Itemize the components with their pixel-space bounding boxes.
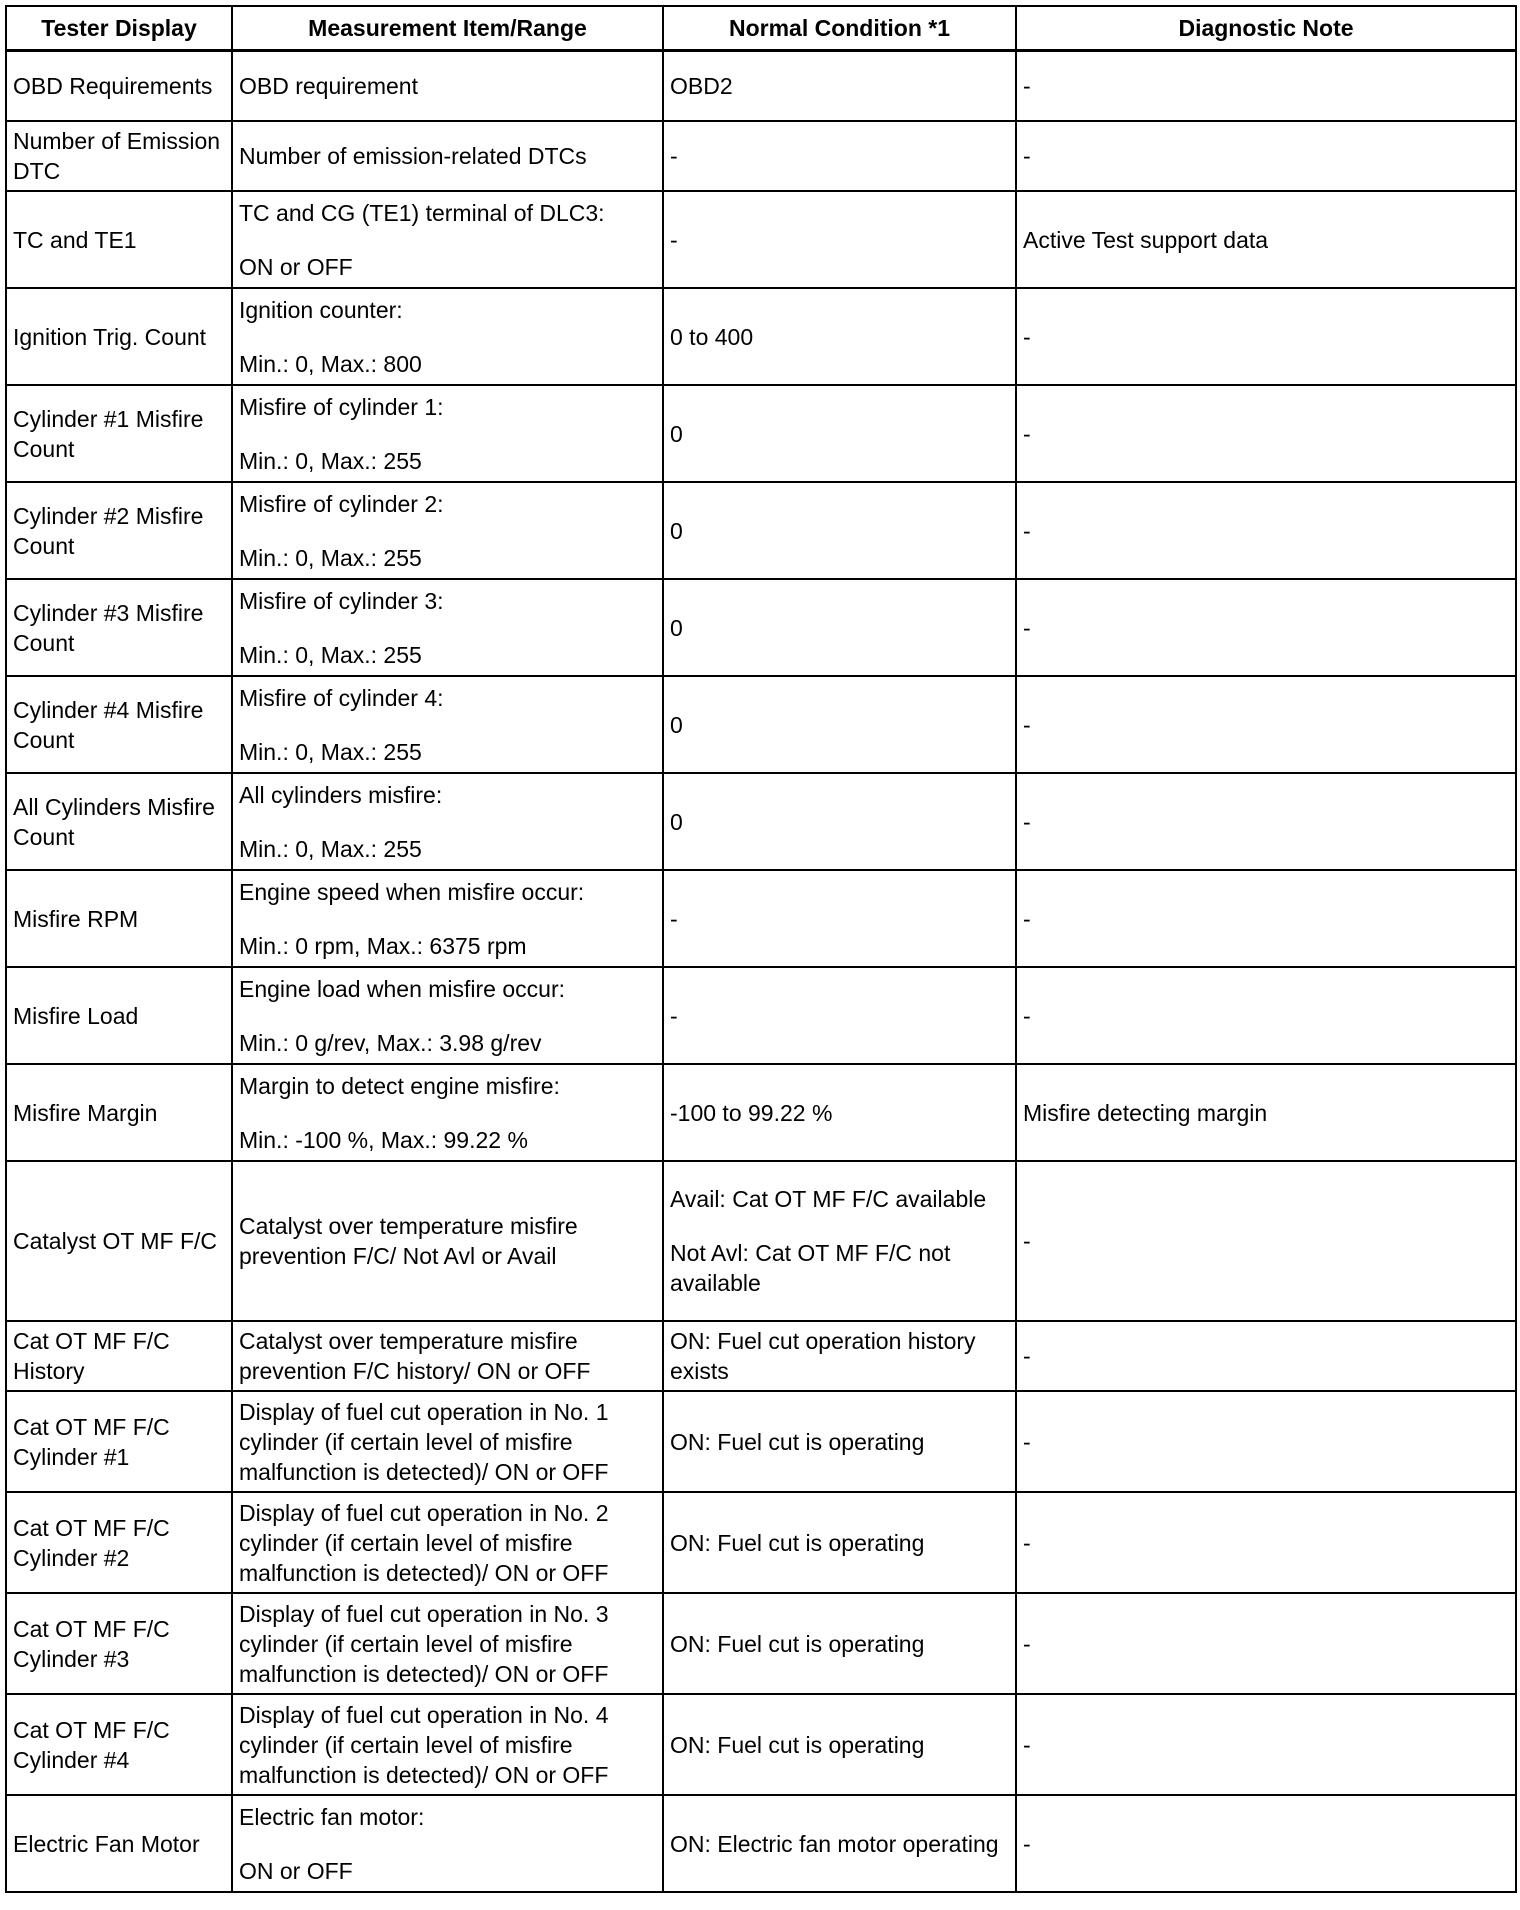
normal-condition-cell [663,51,1016,122]
normal-condition-cell [663,1321,1016,1391]
measurement-range-text: ON or OFF [239,253,353,280]
measurement-range-text: Min.: 0, Max.: 255 [239,738,422,765]
table-row [6,676,1516,773]
measurement-range-text: Min.: 0 g/rev, Max.: 3.98 g/rev [239,1029,542,1056]
measurement-range-cell [232,870,663,967]
line-gap [670,1214,1009,1238]
normal-condition-text: 0 [670,614,683,641]
measurement-range-cell [232,1593,663,1694]
measurement-range-cell [232,1694,663,1795]
diagnostic-note-cell: - [1016,967,1516,1064]
table-row [6,1593,1516,1694]
measurement-range-text: Min.: 0, Max.: 255 [239,447,422,474]
diagnostic-note-cell: - [1016,1161,1516,1321]
measurement-range-cell [232,385,663,482]
measurement-range-text: Misfire of cylinder 1: [239,393,444,420]
table-row [6,1694,1516,1795]
normal-condition-cell [663,1492,1016,1593]
measurement-range-text: ON or OFF [239,1857,353,1884]
normal-condition-text: - [670,1002,678,1029]
tester-display-cell: All Cylinders Misfire Count [6,773,232,870]
diagnostic-note-cell: - [1016,579,1516,676]
line-gap [239,810,656,834]
measurement-range-text: All cylinders misfire: [239,781,443,808]
table-row [6,1795,1516,1892]
normal-condition-cell [663,1391,1016,1492]
tester-display-cell: Misfire Load [6,967,232,1064]
normal-condition-text: ON: Fuel cut is operating [670,1731,925,1758]
measurement-range-cell [232,1161,663,1321]
tester-display-cell: Cylinder #1 Misfire Count [6,385,232,482]
measurement-range-text: Engine speed when misfire occur: [239,878,585,905]
diagnostic-note-cell: - [1016,1492,1516,1593]
table-row [6,579,1516,676]
measurement-range-cell [232,191,663,288]
header-normal-condition: Normal Condition *1 [663,6,1016,51]
diagnostic-note-cell: - [1016,1593,1516,1694]
header-row [6,6,1516,51]
diagnostic-note-cell: - [1016,51,1516,122]
table-row [6,1161,1516,1321]
measurement-range-cell [232,676,663,773]
measurement-range-text: Min.: -100 %, Max.: 99.22 % [239,1126,528,1153]
diagnostic-note-cell: Misfire detecting margin [1016,1064,1516,1161]
tester-display-cell: TC and TE1 [6,191,232,288]
normal-condition-text: 0 to 400 [670,323,754,350]
normal-condition-cell [663,676,1016,773]
tester-display-cell: Misfire Margin [6,1064,232,1161]
line-gap [239,228,656,252]
line-gap [239,422,656,446]
tester-display-cell: Electric Fan Motor [6,1795,232,1892]
diagnostic-note-cell: - [1016,1321,1516,1391]
line-gap [239,1004,656,1028]
table-row [6,967,1516,1064]
normal-condition-cell [663,1593,1016,1694]
tester-display-cell: Number of Emission DTC [6,121,232,191]
normal-condition-cell [663,579,1016,676]
normal-condition-text: ON: Fuel cut operation history exists [670,1328,976,1384]
measurement-range-text: Display of fuel cut operation in No. 3 cylinder (if certain level of misfire malfunction is detected)/ ON or OFF [239,1600,609,1687]
table-row [6,1391,1516,1492]
diagnostic-note-cell: - [1016,1391,1516,1492]
normal-condition-cell [663,870,1016,967]
tester-display-cell: Cat OT MF F/C Cylinder #4 [6,1694,232,1795]
tester-display-cell: Ignition Trig. Count [6,288,232,385]
tester-display-cell: Cat OT MF F/C Cylinder #3 [6,1593,232,1694]
diagnostic-note-cell: - [1016,1795,1516,1892]
line-gap [239,616,656,640]
measurement-range-cell [232,51,663,122]
normal-condition-cell [663,385,1016,482]
normal-condition-cell [663,773,1016,870]
diagnostic-note-cell: - [1016,121,1516,191]
measurement-range-text: Min.: 0, Max.: 800 [239,350,422,377]
measurement-range-text: Min.: 0, Max.: 255 [239,641,422,668]
tester-display-cell: Cylinder #4 Misfire Count [6,676,232,773]
tester-display-cell: Cat OT MF F/C History [6,1321,232,1391]
measurement-range-text: Min.: 0, Max.: 255 [239,544,422,571]
measurement-range-text: Engine load when misfire occur: [239,975,565,1002]
normal-condition-text: Not Avl: Cat OT MF F/C not available [670,1240,951,1296]
line-gap [239,713,656,737]
table-row [6,191,1516,288]
diagnostic-note-cell: - [1016,1694,1516,1795]
tester-display-cell: Cat OT MF F/C Cylinder #2 [6,1492,232,1593]
tester-display-cell: Cylinder #2 Misfire Count [6,482,232,579]
normal-condition-cell [663,191,1016,288]
measurement-range-text: Ignition counter: [239,296,403,323]
normal-condition-text: - [670,226,678,253]
measurement-range-text: Misfire of cylinder 4: [239,684,444,711]
header-tester-display: Tester Display [6,6,232,51]
table-row [6,121,1516,191]
normal-condition-text: ON: Fuel cut is operating [670,1428,925,1455]
line-gap [239,1101,656,1125]
table-row [6,482,1516,579]
measurement-range-text: Display of fuel cut operation in No. 1 cylinder (if certain level of misfire malfunction is detected)/ ON or OFF [239,1398,609,1485]
normal-condition-text: ON: Fuel cut is operating [670,1630,925,1657]
measurement-range-text: Display of fuel cut operation in No. 2 cylinder (if certain level of misfire malfunction is detected)/ ON or OFF [239,1499,609,1586]
line-gap [239,325,656,349]
measurement-range-cell [232,1492,663,1593]
diagnostic-note-cell: - [1016,482,1516,579]
header-diagnostic-note: Diagnostic Note [1016,6,1516,51]
diagnostic-note-cell: - [1016,385,1516,482]
table-row [6,385,1516,482]
tester-display-cell: OBD Requirements [6,51,232,122]
normal-condition-cell [663,288,1016,385]
data-list-table [5,5,1517,1893]
tester-display-cell: Misfire RPM [6,870,232,967]
measurement-range-text: Margin to detect engine misfire: [239,1072,560,1099]
diagnostic-note-cell: - [1016,676,1516,773]
normal-condition-text: 0 [670,420,683,447]
diagnostic-note-cell: - [1016,288,1516,385]
normal-condition-cell [663,1161,1016,1321]
line-gap [239,907,656,931]
measurement-range-text: Min.: 0 rpm, Max.: 6375 rpm [239,932,527,959]
normal-condition-text: ON: Electric fan motor operating [670,1830,999,1857]
normal-condition-cell [663,1795,1016,1892]
measurement-range-cell [232,121,663,191]
measurement-range-cell [232,967,663,1064]
tester-display-cell: Cat OT MF F/C Cylinder #1 [6,1391,232,1492]
normal-condition-cell [663,1064,1016,1161]
measurement-range-text: Catalyst over temperature misfire prevention F/C/ Not Avl or Avail [239,1213,578,1269]
line-gap [239,519,656,543]
normal-condition-text: - [670,905,678,932]
table-row [6,870,1516,967]
normal-condition-text: OBD2 [670,73,733,99]
measurement-range-text: Display of fuel cut operation in No. 4 cylinder (if certain level of misfire malfunction is detected)/ ON or OFF [239,1701,609,1788]
table-row [6,51,1516,122]
table-row [6,1064,1516,1161]
normal-condition-text: ON: Fuel cut is operating [670,1529,925,1556]
normal-condition-text: - [670,143,678,169]
normal-condition-cell [663,482,1016,579]
measurement-range-text: OBD requirement [239,73,418,99]
table-row [6,773,1516,870]
measurement-range-cell [232,1321,663,1391]
normal-condition-text: Avail: Cat OT MF F/C available [670,1186,987,1212]
measurement-range-cell [232,1391,663,1492]
measurement-range-text: Misfire of cylinder 2: [239,490,444,517]
measurement-range-text: Misfire of cylinder 3: [239,587,444,614]
measurement-range-text: TC and CG (TE1) terminal of DLC3: [239,199,605,226]
diagnostic-note-cell: - [1016,870,1516,967]
measurement-range-cell [232,288,663,385]
normal-condition-cell [663,1694,1016,1795]
table-row [6,1492,1516,1593]
measurement-range-text: Catalyst over temperature misfire prevention F/C history/ ON or OFF [239,1328,591,1384]
normal-condition-cell [663,121,1016,191]
diagnostic-note-cell: Active Test support data [1016,191,1516,288]
measurement-range-cell [232,773,663,870]
table-row [6,1321,1516,1391]
table-row [6,288,1516,385]
normal-condition-text: -100 to 99.22 % [670,1099,833,1126]
normal-condition-text: 0 [670,808,683,835]
measurement-range-text: Min.: 0, Max.: 255 [239,835,422,862]
header-measurement-item: Measurement Item/Range [232,6,663,51]
measurement-range-cell [232,579,663,676]
diagnostic-note-cell: - [1016,773,1516,870]
tester-display-cell: Cylinder #3 Misfire Count [6,579,232,676]
measurement-range-text: Number of emission-related DTCs [239,143,587,169]
measurement-range-text: Electric fan motor: [239,1803,425,1830]
normal-condition-text: 0 [670,711,683,738]
measurement-range-cell [232,1795,663,1892]
measurement-range-cell [232,1064,663,1161]
measurement-range-cell [232,482,663,579]
line-gap [239,1832,656,1856]
tester-display-cell: Catalyst OT MF F/C [6,1161,232,1321]
normal-condition-text: 0 [670,517,683,544]
normal-condition-cell [663,967,1016,1064]
